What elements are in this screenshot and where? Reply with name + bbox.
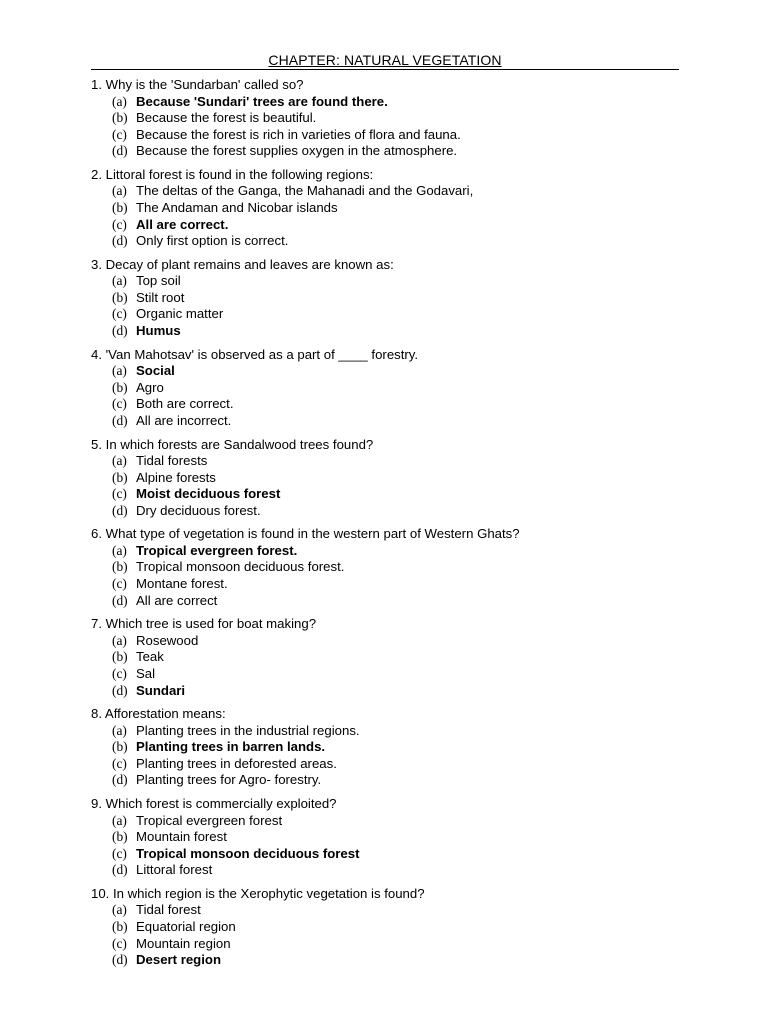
question-text: 2. Littoral forest is found in the following regions: [91,166,374,182]
question-text: 3. Decay of plant remains and leaves are known as: [91,256,394,272]
answer-option [91,470,691,487]
option-label: (c) [112,665,127,681]
option-label: (c) [112,755,127,771]
answer-option [91,936,691,953]
option-text: Tropical evergreen forest [136,812,283,828]
question-text: 5. In which forests are Sandalwood trees found? [91,436,374,452]
option-label: (d) [112,502,128,518]
answer-option [91,127,691,144]
option-label: (c) [112,216,127,232]
option-label: (b) [112,918,128,934]
option-text-correct: Tropical evergreen forest. [136,542,298,558]
option-label: (b) [112,379,128,395]
option-label: (b) [112,559,128,575]
answer-option [91,233,691,250]
option-text: Alpine forests [136,469,216,485]
question-text: 4. 'Van Mahotsav' is observed as a part of ____ forestry. [91,346,419,362]
option-label: (b) [112,110,128,126]
option-text: Planting trees for Agro- forestry. [136,772,322,788]
option-text: Planting trees in deforested areas. [136,755,337,771]
option-label: (d) [112,952,128,968]
answer-option [91,902,691,919]
answer-option [91,952,691,969]
answer-option [91,862,691,879]
question-block [91,77,691,160]
option-label: (b) [112,469,128,485]
page-title: CHAPTER: NATURAL VEGETATION [268,52,502,68]
question-block [91,616,691,699]
answer-option [91,666,691,683]
answer-option [91,919,691,936]
answer-option [91,633,691,650]
question-text: 6. What type of vegetation is found in the western part of Western Ghats? [91,526,520,542]
question-block [91,706,691,789]
option-text: The deltas of the Ganga, the Mahanadi and the Godavari, [136,183,474,199]
option-label: (a) [112,453,127,468]
answer-option [91,772,691,789]
option-text: Organic matter [136,306,224,322]
answer-option [91,649,691,666]
option-text: Tropical monsoon deciduous forest. [136,559,345,575]
option-label: (d) [112,233,128,249]
answer-option [91,486,691,503]
answer-option [91,756,691,773]
question-block [91,886,691,969]
question-text: 8. Afforestation means: [91,706,226,722]
option-label: (c) [112,486,127,502]
option-text: Rosewood [136,632,199,648]
option-text: The Andaman and Nicobar islands [136,199,338,215]
answer-option [91,380,691,397]
answer-option [91,576,691,593]
answer-option [91,846,691,863]
answer-option [91,363,691,380]
option-label: (c) [112,845,127,861]
option-label: (d) [112,143,128,159]
answer-option [91,200,691,217]
option-label: (a) [112,273,127,289]
question-block [91,526,691,609]
option-label: (d) [112,682,128,698]
answer-option [91,183,691,200]
option-label: (b) [112,289,128,305]
option-text: Dry deciduous forest. [136,502,261,518]
option-label: (d) [112,412,128,428]
question-text: 9. Which forest is commercially exploited? [91,796,337,811]
answer-option [91,503,691,520]
answer-option [91,739,691,756]
answer-option [91,217,691,234]
option-label: (a) [112,363,127,379]
option-text: Mountain forest [136,829,227,845]
option-text: Planting trees in the industrial regions. [136,722,360,738]
answer-option [91,829,691,846]
answer-option [91,290,691,307]
option-label: (d) [112,592,128,608]
question-block [91,796,691,879]
answer-option [91,396,691,413]
option-label: (c) [112,126,127,142]
answer-option [91,543,691,560]
answer-option [91,683,691,700]
option-text: Both are correct. [136,396,234,412]
option-label: (a) [112,722,127,738]
option-text: Sal [136,665,156,681]
option-text: Agro [136,379,164,395]
option-text-correct: Sundari [136,682,186,698]
option-label: (a) [112,542,127,558]
option-label: (a) [112,902,127,918]
answer-option [91,813,691,830]
option-label: (a) [112,812,127,828]
option-text-correct: Planting trees in barren lands. [136,739,326,755]
option-text: Mountain region [136,935,231,951]
answer-option [91,323,691,340]
option-label: (d) [112,323,128,339]
answer-option [91,94,691,111]
option-text-correct: Social [136,363,175,379]
option-label: (b) [112,739,128,755]
option-text: Littoral forest [136,862,213,878]
option-label: (a) [112,93,127,109]
answer-option [91,593,691,610]
option-text: Montane forest. [136,576,228,592]
option-label: (b) [112,199,128,215]
question-text: 1. Why is the 'Sundarban' called so? [91,77,304,92]
option-text-correct: Desert region [136,952,222,968]
question-text: 10. In which region is the Xerophytic vegetation is found? [91,885,425,901]
question-text: 7. Which tree is used for boat making? [91,616,317,632]
option-label: (d) [112,772,128,788]
option-text: Stilt root [136,289,185,305]
option-text-correct: Humus [136,323,181,339]
question-block [91,347,691,430]
option-text: Only first option is correct. [136,233,289,249]
option-text-correct: All are correct. [136,216,229,232]
question-block [91,167,691,250]
option-text: Tidal forest [136,902,201,918]
option-label: (c) [112,396,127,412]
option-label: (c) [112,935,127,951]
option-text: Teak [136,649,164,665]
question-block [91,437,691,520]
answer-option [91,306,691,323]
option-text: Top soil [136,273,181,289]
question-block [91,257,691,340]
option-text: Because the forest is beautiful. [136,110,317,126]
option-label: (b) [112,649,128,665]
option-text: All are correct [136,592,218,608]
answer-option [91,559,691,576]
answer-option [91,273,691,290]
option-label: (b) [112,829,128,845]
answer-option [91,453,691,470]
option-label: (c) [112,576,127,592]
option-text-correct: Because 'Sundari' trees are found there. [136,93,388,109]
answer-option [91,723,691,740]
option-text: Tidal forests [136,453,208,468]
option-text: Because the forest is rich in varieties of flora and fauna. [136,126,461,142]
answer-option [91,143,691,160]
option-label: (a) [112,632,127,648]
option-text-correct: Tropical monsoon deciduous forest [136,845,360,861]
option-text-correct: Moist deciduous forest [136,486,281,502]
title-block [91,52,679,70]
option-text: Because the forest supplies oxygen in the atmosphere. [136,143,458,159]
question-list [91,77,691,976]
option-label: (a) [112,183,127,199]
option-label: (d) [112,862,128,878]
option-text: Equatorial region [136,918,236,934]
answer-option [91,413,691,430]
option-label: (c) [112,306,127,322]
option-text: All are incorrect. [136,412,232,428]
answer-option [91,110,691,127]
